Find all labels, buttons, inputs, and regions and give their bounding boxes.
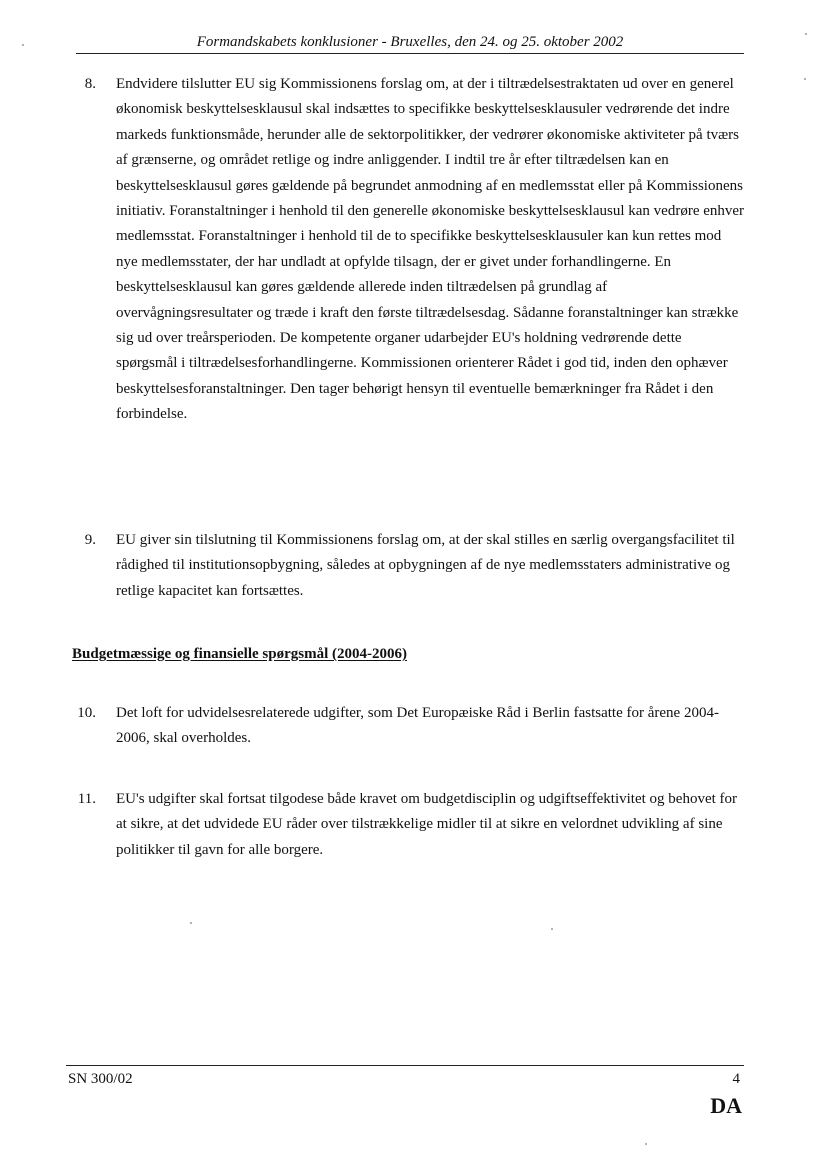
- paragraph-8: [66, 72, 746, 428]
- paragraph-text: EU giver sin tilslutning til Kommissionens forslag om, at der skal stilles en særlig overgangsfacilitet til rådighed til institutionsopbygning, således at opbygningen af de nye medlemsstaters administrative og retlige kapacitet kan fortsættes.: [116, 532, 735, 599]
- language-code: DA: [710, 1093, 742, 1118]
- scan-speck: [22, 44, 24, 46]
- paragraph-number: 8.: [84, 76, 96, 92]
- scan-speck: [551, 928, 553, 930]
- paragraph-text: Det loft for udvidelsesrelaterede udgifter, som Det Europæiske Råd i Berlin fastsatte for årene 2004-2006, skal overholdes.: [116, 705, 719, 747]
- paragraph-10: [66, 701, 746, 752]
- page-number: 4: [732, 1071, 740, 1087]
- paragraph-number: 11.: [77, 791, 96, 807]
- paragraph-11: [66, 787, 746, 863]
- paragraph-text: Endvidere tilslutter EU sig Kommissionens forslag om, at der i tiltrædelsestraktaten ud over en generel økonomisk beskyttelsesklausul skal indsættes to specifikke beskyttelsesklausuler vedrørende det indre markeds funktionsmåde, herunder alle de sektorpolitikker, der vedrører økonomiske aktiviteter på tværs af grænserne, og området retlige og indre anliggender. I indtil tre år efter tiltrædelsen kan en beskyttelsesklausul gøres gældende på begrundet anmodning af en medlemsstat eller på Kommissionens initiativ. Foranstaltninger i henhold til den generelle økonomiske beskyttelsesklausul kan vedrøre enhver medlemsstat. Foranstaltninger i henhold til de to specifikke beskyttelsesklausuler kan kun rettes mod nye medlemsstater, der har undladt at opfylde tilsagn, der er givet under forhandlingerne. En beskyttelsesklausul kan gøres gældende allerede inden tiltrædelsen på grundlag af overvågningsresultater og træde i kraft den første tiltrædelsesdag. Sådanne foranstaltninger kan strække sig ud over treårsperioden. De kompetente organer udarbejder EU's holdning vedrørende dette spørgsmål i tiltrædelsesforhandlingerne. Kommissionen orienterer Rådet i god tid, inden den ophæver beskyttelsesforanstaltninger. Den tager behørigt hensyn til eventuelle bemærkninger fra Rådet i den forbindelse.: [116, 76, 745, 423]
- document-reference: SN 300/02: [68, 1071, 133, 1087]
- scan-speck: [805, 33, 807, 35]
- scan-speck: [190, 922, 192, 924]
- footer-divider: [66, 1065, 744, 1066]
- running-header: Formandskabets konklusioner - Bruxelles, den 24. og 25. oktober 2002: [196, 34, 624, 50]
- paragraph-number: 9.: [84, 532, 96, 548]
- paragraph-9: [66, 528, 746, 604]
- header-divider: [76, 53, 744, 54]
- scan-speck: [645, 1143, 647, 1145]
- scan-speck: [804, 78, 806, 80]
- section-heading: Budgetmæssige og finansielle spørgsmål (2004-2006): [72, 646, 407, 662]
- paragraph-number: 10.: [77, 705, 96, 721]
- paragraph-text: EU's udgifter skal fortsat tilgodese både kravet om budgetdisciplin og udgiftseffektivitet og behovet for at sikre, at det udvidede EU råder over tilstrækkelige midler til at sikre en velordnet udvikling af sine politikker til gavn for alle borgere.: [116, 791, 738, 858]
